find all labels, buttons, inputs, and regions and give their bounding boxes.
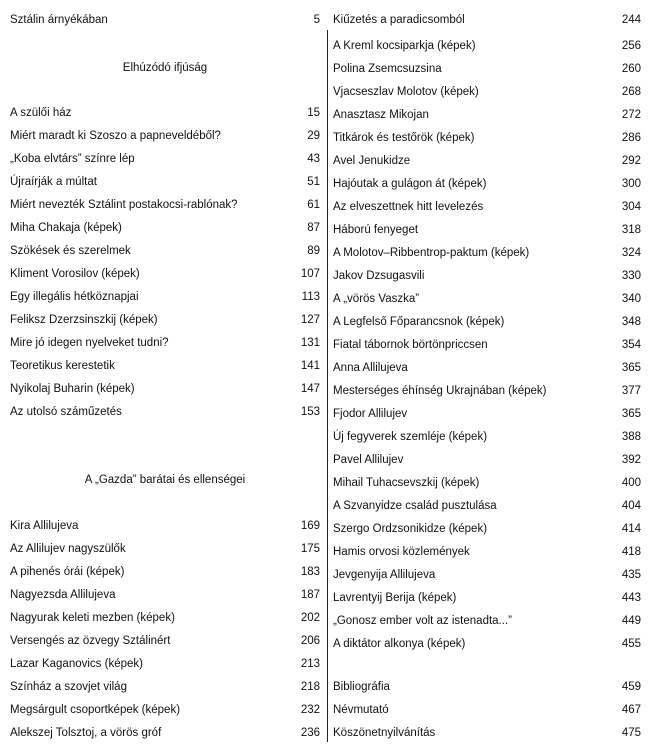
toc-page-number: 388	[621, 431, 641, 443]
toc-page-number: 202	[300, 612, 320, 624]
toc-entry-title: Anasztasz Mikojan	[333, 109, 429, 121]
toc-entry-title: Mihail Tuhacsevszkij (képek)	[333, 477, 480, 489]
toc-entry	[10, 174, 320, 190]
toc-entry	[333, 679, 641, 695]
toc-entry-title: Lazar Kaganovics (képek)	[10, 658, 143, 670]
toc-entry-title: A Szvanyidze család pusztulása	[333, 500, 497, 512]
toc-page-number: 107	[300, 268, 320, 280]
toc-entry-title: Az Allilujev nagyszülők	[10, 543, 126, 555]
toc-page-number: 292	[621, 155, 641, 167]
toc-page-number: 153	[300, 406, 320, 418]
toc-entry-title: Avel Jenukidze	[333, 155, 411, 167]
toc-page-number: 340	[621, 293, 641, 305]
toc-entry	[333, 360, 641, 376]
toc-page-number: 443	[621, 592, 641, 604]
toc-entry	[10, 312, 320, 328]
toc-page-number: 414	[621, 523, 641, 535]
toc-entry	[333, 383, 641, 399]
toc-page-number: 400	[621, 477, 641, 489]
toc-entry	[333, 199, 641, 215]
toc-entry-title: A diktátor alkonya (képek)	[333, 638, 466, 650]
toc-page-number: 392	[621, 454, 641, 466]
toc-entry	[333, 12, 641, 28]
toc-page-number: 183	[300, 566, 320, 578]
toc-page-number: 244	[621, 14, 641, 26]
toc-page-number: 169	[300, 520, 320, 532]
toc-entry	[10, 633, 320, 649]
toc-page-number: 404	[621, 500, 641, 512]
toc-page-number: 141	[300, 360, 320, 372]
toc-entry-title: Titkárok és testőrök (képek)	[333, 132, 475, 144]
toc-entry	[10, 243, 320, 259]
toc-entry	[10, 564, 320, 580]
toc-page-number: 300	[621, 178, 641, 190]
toc-entry	[333, 291, 641, 307]
toc-entry	[333, 61, 641, 77]
toc-entry	[10, 587, 320, 603]
toc-page-number: 89	[307, 245, 320, 257]
toc-page-number: 127	[300, 314, 320, 326]
toc-entry-title: Megsárgult csoportképek (képek)	[10, 704, 181, 716]
toc-entry	[333, 702, 641, 718]
toc-entry-title: Teoretikus kerestetik	[10, 360, 115, 372]
toc-entry-title: Mesterséges éhínség Ukrajnában (képek)	[333, 385, 547, 397]
toc-entry	[10, 518, 320, 534]
toc-page-number: 435	[621, 569, 641, 581]
toc-page-number: 459	[621, 681, 641, 693]
toc-page-number: 213	[300, 658, 320, 670]
toc-entry	[10, 702, 320, 718]
toc-entry	[333, 38, 641, 54]
toc-entry-title: Hajóutak a gulágon át (képek)	[333, 178, 487, 190]
toc-page-number: 175	[300, 543, 320, 555]
toc-entry	[10, 105, 320, 121]
toc-page-number: 29	[307, 130, 320, 142]
toc-page-number: 449	[621, 615, 641, 627]
toc-entry-title: Feliksz Dzerzsinszkij (képek)	[10, 314, 158, 326]
toc-page-number: 475	[621, 727, 641, 739]
toc-page-number: 236	[300, 727, 320, 739]
toc-entry-title: A Legfelső Főparancsnok (képek)	[333, 316, 505, 328]
toc-page-number: 147	[300, 383, 320, 395]
toc-entry-title: Nagyezsda Allilujeva	[10, 589, 116, 601]
toc-entry	[10, 220, 320, 236]
toc-page-number: 5	[313, 14, 320, 26]
toc-entry-title: Hamis orvosi közlemények	[333, 546, 470, 558]
toc-entry	[333, 636, 641, 652]
toc-entry-title: Alekszej Tolsztoj, a vörös gróf	[10, 727, 162, 739]
toc-entry	[10, 725, 320, 741]
toc-entry	[333, 613, 641, 629]
toc-entry	[333, 725, 641, 741]
toc-entry-title: A pihenés órái (képek)	[10, 566, 125, 578]
section-heading: A „Gazda” barátai és ellenségei	[84, 474, 246, 486]
toc-page-number: 43	[307, 153, 320, 165]
toc-page-number: 206	[300, 635, 320, 647]
toc-entry-title: Fjodor Allilujev	[333, 408, 408, 420]
toc-entry-title: Kiűzetés a paradicsomból	[333, 14, 465, 26]
toc-entry	[333, 176, 641, 192]
toc-entry	[10, 128, 320, 144]
toc-entry	[333, 406, 641, 422]
toc-entry-title: Köszönetnyilvánítás	[333, 727, 436, 739]
section-heading: Elhúzódó ifjúság	[122, 62, 208, 74]
toc-entry	[333, 84, 641, 100]
toc-page-number: 455	[621, 638, 641, 650]
toc-entry-title: Sztálin árnyékában	[10, 14, 108, 26]
toc-entry	[10, 404, 320, 420]
toc-page-number: 232	[300, 704, 320, 716]
toc-entry	[10, 289, 320, 305]
toc-entry	[333, 130, 641, 146]
toc-entry	[333, 153, 641, 169]
toc-entry-title: Miért maradt ki Szoszo a papneveldéből?	[10, 130, 221, 142]
toc-page-number: 365	[621, 362, 641, 374]
toc-entry	[10, 151, 320, 167]
toc-page-number: 113	[301, 291, 320, 303]
toc-entry	[333, 544, 641, 560]
toc-entry-title: A szülői ház	[10, 107, 72, 119]
toc-entry	[10, 335, 320, 351]
toc-entry	[333, 268, 641, 284]
toc-entry	[333, 498, 641, 514]
toc-entry-title: Miha Chakaja (képek)	[10, 222, 122, 234]
toc-page-number: 365	[621, 408, 641, 420]
toc-entry	[333, 475, 641, 491]
toc-entry	[333, 337, 641, 353]
toc-entry-title: Nagyurak keleti mezben (képek)	[10, 612, 175, 624]
toc-entry-title: Szökések és szerelmek	[10, 245, 131, 257]
toc-entry	[333, 590, 641, 606]
toc-entry-title: Miért nevezték Sztálint postakocsi-rablónak?	[10, 199, 238, 211]
toc-entry-title: Bibliográfia	[333, 681, 390, 693]
toc-page-number: 318	[621, 224, 641, 236]
toc-entry	[10, 12, 320, 28]
toc-page-number: 61	[307, 199, 320, 211]
toc-page-number: 268	[621, 86, 641, 98]
toc-entry-title: Jevgenyija Allilujeva	[333, 569, 436, 581]
toc-entry-title: Háború fenyeget	[333, 224, 419, 236]
toc-entry-title: Lavrentyij Berija (képek)	[333, 592, 457, 604]
toc-page-number: 187	[300, 589, 320, 601]
toc-entry	[10, 266, 320, 282]
toc-page-number: 286	[621, 132, 641, 144]
toc-page-number: 418	[621, 546, 641, 558]
toc-page-number: 272	[621, 109, 641, 121]
toc-page-number: 218	[300, 681, 320, 693]
toc-entry	[10, 381, 320, 397]
toc-page-number: 354	[621, 339, 641, 351]
toc-entry-title: „Koba elvtárs” színre lép	[10, 153, 135, 165]
toc-entry-title: „Gonosz ember volt az istenadta...”	[333, 615, 512, 627]
toc-page-number: 131	[300, 337, 320, 349]
toc-entry-title: A „vörös Vaszka”	[333, 293, 420, 305]
toc-entry-title: Új fegyverek szemléje (képek)	[333, 431, 488, 443]
toc-entry	[333, 567, 641, 583]
toc-entry	[333, 314, 641, 330]
toc-entry-title: A Kreml kocsiparkja (képek)	[333, 40, 476, 52]
toc-entry	[333, 222, 641, 238]
toc-entry-title: Pavel Allilujev	[333, 454, 404, 466]
toc-entry-title: A Molotov–Ribbentrop-paktum (képek)	[333, 247, 530, 259]
toc-entry-title: Vjacseszlav Molotov (képek)	[333, 86, 479, 98]
toc-page-number: 87	[307, 222, 320, 234]
toc-entry-title: Egy illegális hétköznapjai	[10, 291, 139, 303]
toc-entry-title: Versengés az özvegy Sztálinért	[10, 635, 171, 647]
toc-page-number: 256	[621, 40, 641, 52]
toc-entry-title: Nyikolaj Buharin (képek)	[10, 383, 135, 395]
toc-entry-title: Színház a szovjet világ	[10, 681, 127, 693]
toc-entry	[333, 429, 641, 445]
toc-page-number: 304	[621, 201, 641, 213]
toc-entry	[10, 358, 320, 374]
toc-entry-title: Szergo Ordzsonikidze (képek)	[333, 523, 488, 535]
toc-entry-title: Az elveszettnek hitt levelezés	[333, 201, 484, 213]
toc-entry	[333, 452, 641, 468]
toc-page-number: 260	[621, 63, 641, 75]
toc-entry	[10, 197, 320, 213]
toc-page-number: 330	[621, 270, 641, 282]
toc-entry-title: Kira Allilujeva	[10, 520, 79, 532]
toc-page-number: 324	[621, 247, 641, 259]
toc-entry-title: Fiatal tábornok börtönpriccsen	[333, 339, 488, 351]
toc-page-number: 348	[621, 316, 641, 328]
toc-entry	[10, 541, 320, 557]
toc-page-number: 15	[307, 107, 320, 119]
toc-entry	[10, 679, 320, 695]
toc-entry-title: Az utolsó száműzetés	[10, 406, 122, 418]
toc-entry	[333, 245, 641, 261]
toc-page-number: 51	[307, 176, 320, 188]
toc-entry-title: Névmutató	[333, 704, 389, 716]
toc-entry	[10, 656, 320, 672]
toc-entry-title: Anna Allilujeva	[333, 362, 408, 374]
toc-entry	[333, 107, 641, 123]
toc-entry-title: Jakov Dzsugasvili	[333, 270, 425, 282]
toc-entry-title: Újraírják a múltat	[10, 176, 97, 188]
toc-entry	[333, 521, 641, 537]
toc-page-number: 377	[621, 385, 641, 397]
toc-entry-title: Mire jó idegen nyelveket tudni?	[10, 337, 169, 349]
column-divider	[327, 30, 328, 742]
toc-entry	[10, 610, 320, 626]
toc-page-number: 467	[621, 704, 641, 716]
toc-entry-title: Polina Zsemcsuzsina	[333, 63, 442, 75]
toc-entry-title: Kliment Vorosilov (képek)	[10, 268, 140, 280]
